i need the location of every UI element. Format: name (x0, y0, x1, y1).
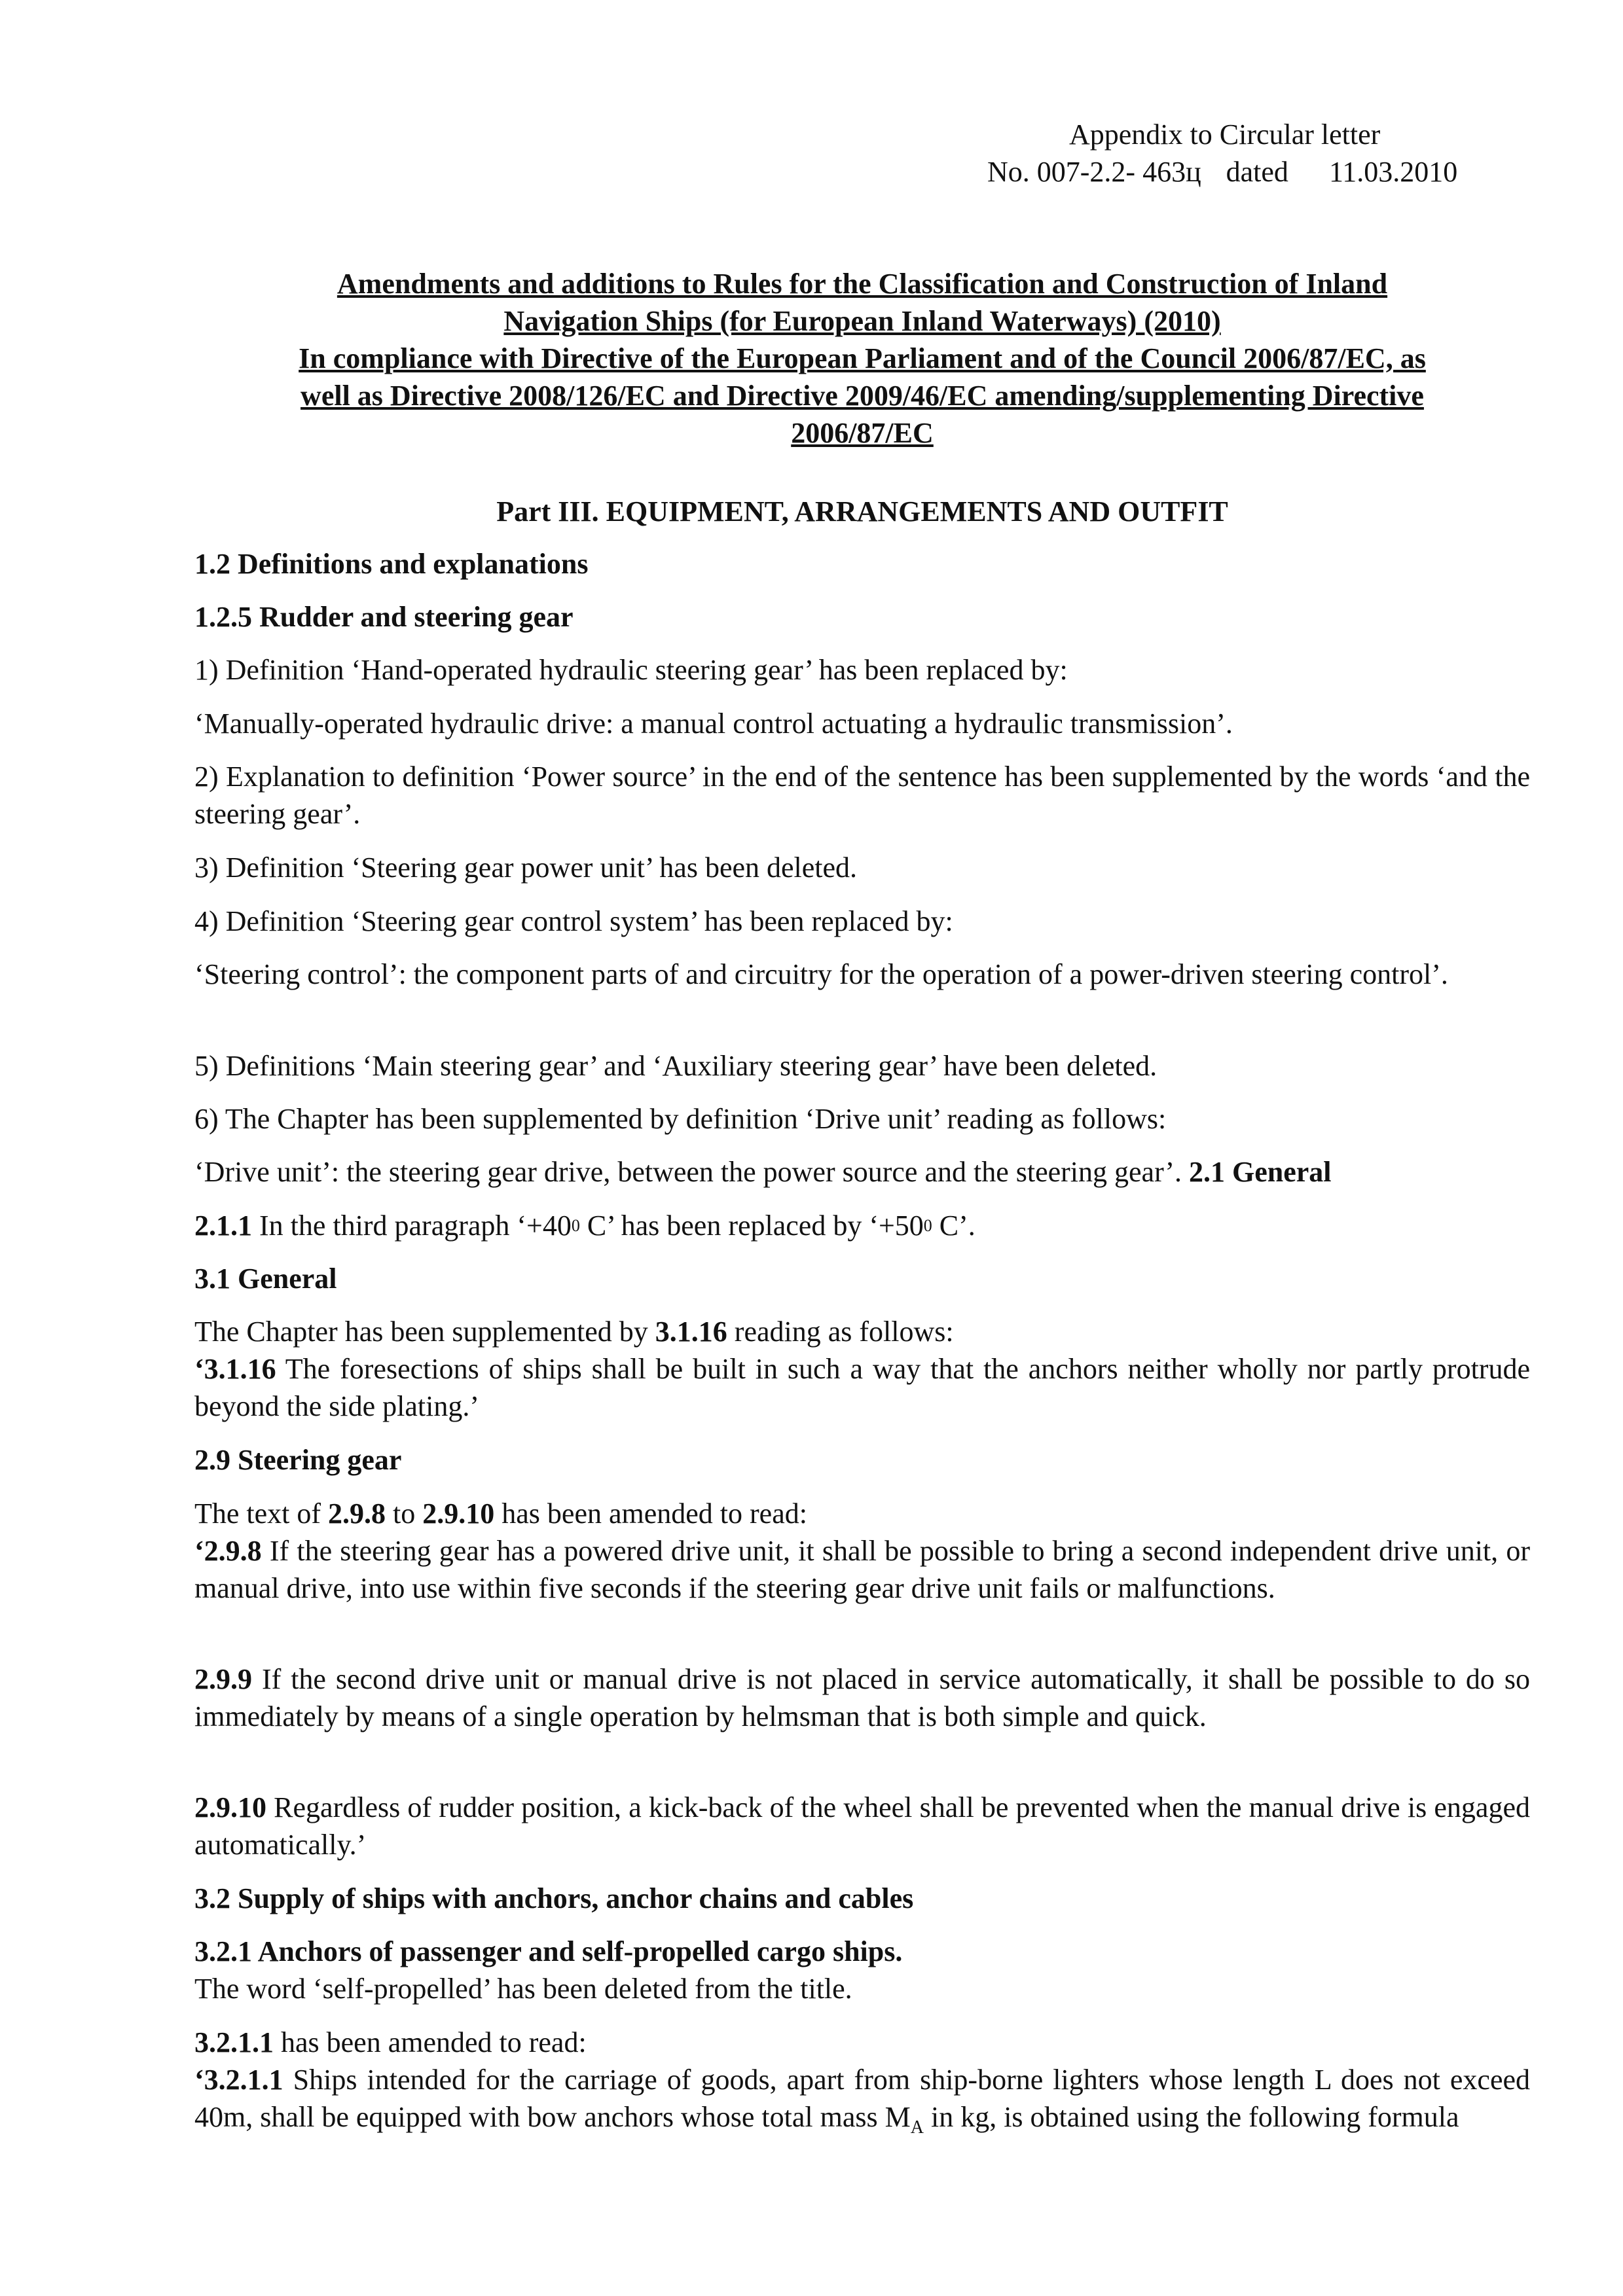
section-2-9-8-number: ‘2.9.8 (194, 1535, 262, 1567)
circular-date: 11.03.2010 (1328, 156, 1458, 188)
section-3-2-1-1-quote (194, 2061, 1530, 2136)
paragraph-9-text: ‘Drive unit’: the steering gear drive, between the power source and the steering gear’. (194, 1156, 1182, 1188)
title-line-3: In compliance with Directive of the European Parliament and of the Council 2006/87/EC, as (299, 342, 1426, 374)
paragraph-4: 3) Definition ‘Steering gear power unit’ has been deleted. (194, 852, 858, 884)
section-3-2-1-heading: 3.2.1 Anchors of passenger and self-propelled cargo ships. (194, 1935, 903, 1967)
section-2-9-intro-a: The text of (194, 1498, 329, 1530)
section-3-1-heading: 3.1 General (194, 1263, 337, 1295)
section-2-1-heading: 2.1 General (1189, 1156, 1332, 1188)
section-3-2-1-1-text-a: Ships intended for the carriage of goods, apart from ship-borne lighters whose length L does not exceed 40m, shall be equipped with bow anchors whose total mass M (194, 2064, 1530, 2133)
paragraph-8: 6) The Chapter has been supplemented by definition ‘Drive unit’ reading as follows: (194, 1103, 1167, 1135)
section-1-2-5-heading: 1.2.5 Rudder and steering gear (194, 601, 574, 633)
section-3-1-16-number: ‘3.1.16 (194, 1353, 276, 1385)
section-3-2-1-1-text-b: in kg, is obtained using the following formula (923, 2101, 1459, 2133)
section-2-1-1-text-c: C’. (932, 1210, 976, 1242)
circular-number: No. 007-2.2- 463ц (987, 156, 1201, 188)
section-2-9-intro-to: to (386, 1498, 423, 1530)
paragraph-3: 2) Explanation to definition ‘Power source’ in the end of the sentence has been supplemented by the words ‘and the steering gear’. (194, 761, 1530, 830)
section-3-2-1-1-ref: 3.2.1.1 (194, 2026, 274, 2058)
section-2-9-8 (194, 1532, 1530, 1607)
section-2-9-10-text: Regardless of rudder position, a kick-back of the wheel shall be prevented when the manual drive is engaged automatically.’ (194, 1791, 1530, 1861)
section-2-9-10-number: 2.9.10 (194, 1791, 266, 1823)
ref-2-9-10: 2.9.10 (422, 1498, 495, 1530)
dated-label: dated (1226, 156, 1288, 188)
section-3-1-16-quote (194, 1350, 1530, 1425)
title-line-2: Navigation Ships (for European Inland Waterways) (2010) (503, 305, 1221, 337)
section-2-9-intro-c: has been amended to read: (494, 1498, 807, 1530)
part-heading: Part III. EQUIPMENT, ARRANGEMENTS AND OUTFIT (496, 495, 1228, 528)
section-2-9-9-number: 2.9.9 (194, 1663, 252, 1695)
section-3-2-1-1-intro (194, 2024, 1530, 2061)
section-2-9-8-text: If the steering gear has a powered drive unit, it shall be possible to bring a second independent drive unit, or manual drive, into use within five seconds if the steering gear drive unit fails or malfunctions. (194, 1535, 1530, 1604)
section-2-9-heading: 2.9 Steering gear (194, 1444, 402, 1476)
section-3-2-1-1-intro-text: has been amended to read: (274, 2026, 587, 2058)
section-2-1-1 (194, 1207, 1530, 1244)
section-3-1-intro-b: reading as follows: (727, 1316, 954, 1348)
section-2-1-1-text-a: In the third paragraph ‘+40 (252, 1210, 572, 1242)
section-2-9-9 (194, 1660, 1530, 1735)
title-line-1: Amendments and additions to Rules for the Classification and Construction of Inland (337, 268, 1388, 300)
section-3-2-1-text: The word ‘self-propelled’ has been deleted from the title. (194, 1973, 852, 2005)
circular-number-line (987, 153, 1457, 190)
degree-superscript-1: 0 (571, 1216, 580, 1235)
mass-subscript: A (910, 2117, 924, 2138)
section-2-9-intro (194, 1495, 1530, 1532)
section-1-2-heading: 1.2 Definitions and explanations (194, 548, 589, 580)
title-line-4: well as Directive 2008/126/EC and Directive 2009/46/EC amending/supplementing Directive (301, 380, 1424, 412)
section-2-9-9-text: If the second drive unit or manual drive is not placed in service automatically, it shall be possible to do so immediately by means of a single operation by helmsman that is both simple and quick. (194, 1663, 1530, 1732)
section-3-1-16-text: The foresections of ships shall be built in such a way that the anchors neither wholly nor partly protrude beyond the side plating.’ (194, 1353, 1530, 1422)
appendix-line: Appendix to Circular letter (1069, 118, 1381, 151)
section-3-2-heading: 3.2 Supply of ships with anchors, anchor chains and cables (194, 1882, 914, 1914)
paragraph-7: 5) Definitions ‘Main steering gear’ and ‘Auxiliary steering gear’ have been deleted. (194, 1050, 1158, 1082)
paragraph-9 (194, 1153, 1530, 1191)
ref-2-9-8: 2.9.8 (328, 1498, 386, 1530)
paragraph-5: 4) Definition ‘Steering gear control system’ has been replaced by: (194, 905, 953, 937)
section-2-1-1-text-b: C’ has been replaced by ‘+50 (579, 1210, 924, 1242)
paragraph-1: 1) Definition ‘Hand-operated hydraulic steering gear’ has been replaced by: (194, 654, 1068, 686)
section-3-1-intro (194, 1313, 1530, 1350)
paragraph-6: ‘Steering control’: the component parts of and circuitry for the operation of a power-driven steering control’. (194, 958, 1448, 990)
section-3-1-intro-a: The Chapter has been supplemented by (194, 1316, 655, 1348)
section-3-2-1-1-number: ‘3.2.1.1 (194, 2064, 283, 2096)
degree-superscript-2: 0 (923, 1216, 932, 1235)
title-line-5: 2006/87/EC (791, 417, 934, 449)
section-3-1-16-ref: 3.1.16 (655, 1316, 727, 1348)
paragraph-2: ‘Manually-operated hydraulic drive: a manual control actuating a hydraulic transmission’. (194, 708, 1233, 740)
section-2-1-1-number: 2.1.1 (194, 1210, 252, 1242)
section-2-9-10 (194, 1789, 1530, 1863)
